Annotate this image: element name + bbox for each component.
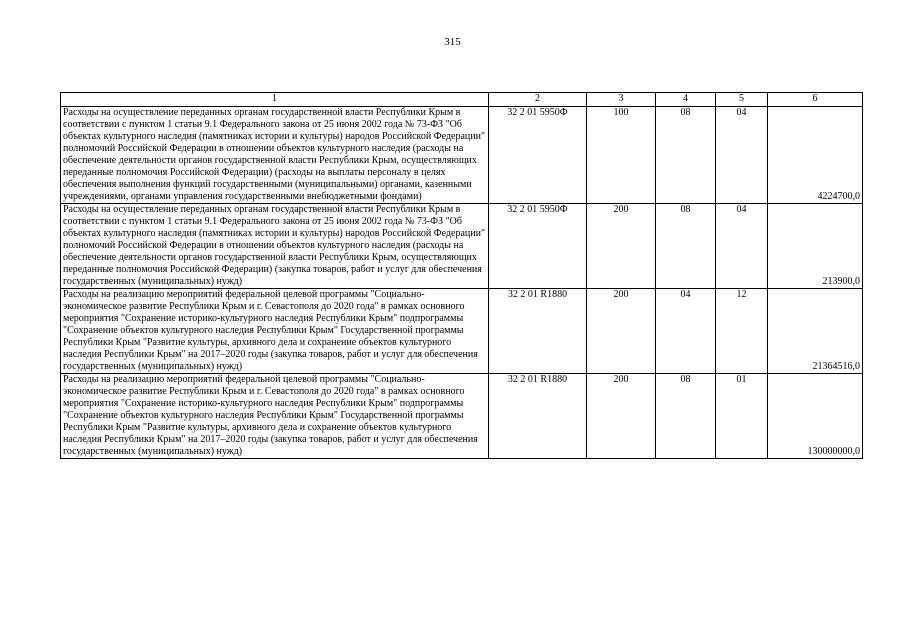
row-col-5: 04: [716, 204, 768, 289]
table-row: [61, 107, 863, 204]
row-description: Расходы на реализацию мероприятий федеральной целевой программы "Социально-экономическое развитие Республики Крым и г. Севастополя до 2020 года" в рамках основного мероприятия "Сохранение историко-культурного наследия Республики Крым" подпрограммы "Сохранение объектов культурного наследия Республики Крым" Государственной программы Республики Крым "Развитие культуры, архивного дела и сохранение объектов культурного наследия Республики Крым" на 2017–2020 годы (закупка товаров, работ и услуг для обеспечения государственных (муниципальных) нужд): [61, 374, 489, 459]
row-target-code: 32 2 01 5950Ф: [489, 204, 587, 289]
row-col-3: 200: [587, 289, 656, 374]
row-target-code: 32 2 01 5950Ф: [489, 107, 587, 204]
row-col-3: 100: [587, 107, 656, 204]
row-amount: 130000000,0: [768, 374, 863, 459]
header-col-5: 5: [716, 93, 768, 107]
page-number: 315: [444, 36, 461, 48]
row-description: Расходы на осуществление переданных органам государственной власти Республики Крым в соответствии с пунктом 1 статьи 9.1 Федерального закона от 25 июня 2002 года № 73-ФЗ "Об объектах культурного наследия (памятниках истории и культуры) народов Российской Федерации" полномочий Российской Федерации в отношении объектов культурного наследия (расходы на обеспечение деятельности органов государственной власти Республики Крым, осуществляющих переданные полномочия Российской Федерации) (расходы на выплаты персоналу в целях обеспечения выполнения функций государственными (муниципальными) органами, казенными учреждениями, органами управления государственными внебюджетными фондами): [61, 107, 489, 204]
header-col-4: 4: [656, 93, 716, 107]
row-target-code: 32 2 01 R1880: [489, 289, 587, 374]
header-col-6: 6: [768, 93, 863, 107]
row-col-3: 200: [587, 204, 656, 289]
row-col-5: 12: [716, 289, 768, 374]
row-col-3: 200: [587, 374, 656, 459]
row-col-5: 04: [716, 107, 768, 204]
row-description: Расходы на осуществление переданных органам государственной власти Республики Крым в соответствии с пунктом 1 статьи 9.1 Федерального закона от 25 июня 2002 года № 73-ФЗ "Об объектах культурного наследия (памятниках истории и культуры) народов Российской Федерации" полномочий Российской Федерации в отношении объектов культурного наследия (расходы на обеспечение деятельности органов государственной власти Республики Крым, осуществляющих переданные полномочия Российской Федерации) (закупка товаров, работ и услуг для обеспечения государственных (муниципальных) нужд): [61, 204, 489, 289]
table-row: [61, 374, 863, 459]
table-header-row: [61, 93, 863, 107]
row-amount: 213900,0: [768, 204, 863, 289]
row-amount: 21364516,0: [768, 289, 863, 374]
table-row: [61, 289, 863, 374]
row-col-4: 08: [656, 107, 716, 204]
row-col-5: 01: [716, 374, 768, 459]
row-amount: 4224700,0: [768, 107, 863, 204]
row-target-code: 32 2 01 R1880: [489, 374, 587, 459]
header-col-2: 2: [489, 93, 587, 107]
row-col-4: 08: [656, 204, 716, 289]
header-col-3: 3: [587, 93, 656, 107]
row-col-4: 04: [656, 289, 716, 374]
row-col-4: 08: [656, 374, 716, 459]
table-row: [61, 204, 863, 289]
row-description: Расходы на реализацию мероприятий федеральной целевой программы "Социально-экономическое развитие Республики Крым и г. Севастополя до 2020 года" в рамках основного мероприятия "Сохранение историко-культурного наследия Республики Крым" подпрограммы "Сохранение объектов культурного наследия Республики Крым" Государственной программы Республики Крым "Развитие культуры, архивного дела и сохранение объектов культурного наследия Республики Крым" на 2017–2020 годы (закупка товаров, работ и услуг для обеспечения государственных (муниципальных) нужд): [61, 289, 489, 374]
budget-table: [60, 92, 863, 459]
header-col-1: 1: [61, 93, 489, 107]
